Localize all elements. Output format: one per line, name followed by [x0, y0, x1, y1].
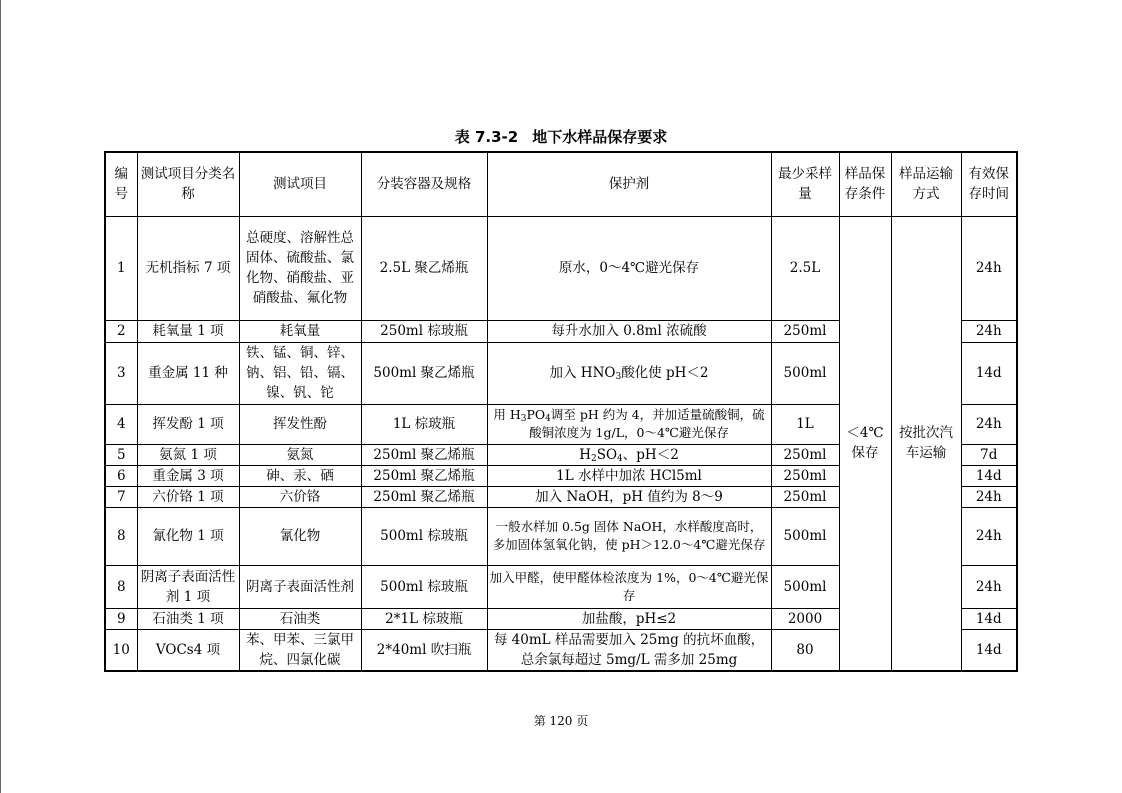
cell-min-volume: 500ml — [771, 342, 839, 404]
header-transport: 样品运输方式 — [891, 152, 961, 216]
cell-preservative: 每升水加入 0.8ml 浓硫酸 — [487, 320, 771, 342]
cell-category: VOCs4 项 — [137, 629, 239, 671]
cell-valid: 7d — [961, 444, 1017, 465]
subscript: 4 — [617, 453, 623, 464]
cell-no: 1 — [105, 216, 137, 320]
cell-item: 苯、甲苯、三氯甲烷、四氯化碳 — [239, 629, 361, 671]
cell-no: 5 — [105, 444, 137, 465]
header-container: 分装容器及规格 — [361, 152, 487, 216]
cell-preservative: 一般水样加 0.5g 固体 NaOH，水样酸度高时，多加固体氢氧化钠，使 pH＞12.0～4℃避光保存 — [487, 507, 771, 565]
cell-valid: 24h — [961, 565, 1017, 608]
preservative-text: PO — [526, 407, 546, 422]
cell-preservative: 每 40mL 样品需要加入 25mg 的抗坏血酸，总余氯每超过 5mg/L 需多加 25mg — [487, 629, 771, 671]
cell-min-volume: 250ml — [771, 320, 839, 342]
cell-valid: 24h — [961, 486, 1017, 507]
cell-preservative: 加入甲醛，使甲醛体检浓度为 1%，0～4℃避光保存 — [487, 565, 771, 608]
cell-category: 阴离子表面活性剂 1 项 — [137, 565, 239, 608]
cell-container: 500ml 棕玻瓶 — [361, 507, 487, 565]
cell-valid: 14d — [961, 465, 1017, 486]
header-row — [105, 152, 1017, 216]
cell-storage-shared: ＜4℃保存 — [839, 216, 891, 671]
cell-category: 石油类 1 项 — [137, 608, 239, 629]
cell-category: 六价铬 1 项 — [137, 486, 239, 507]
subscript: 2 — [590, 453, 597, 464]
cell-valid: 24h — [961, 216, 1017, 320]
header-no: 编号 — [105, 152, 137, 216]
header-category: 测试项目分类名称 — [137, 152, 239, 216]
preservative-text: 调至 pH 约为 4，并加适量硫酸铜，硫酸铜浓度为 1g/L，0～4℃避光保存 — [529, 407, 765, 440]
cell-min-volume: 80 — [771, 629, 839, 671]
cell-no: 10 — [105, 629, 137, 671]
preservation-table — [104, 151, 1018, 672]
cell-item: 耗氧量 — [239, 320, 361, 342]
preservative-text: 酸化使 pH＜2 — [621, 365, 709, 381]
cell-item: 氨氮 — [239, 444, 361, 465]
cell-min-volume: 2000 — [771, 608, 839, 629]
cell-container: 250ml 棕玻瓶 — [361, 320, 487, 342]
cell-min-volume: 1L — [771, 404, 839, 444]
subscript: 4 — [545, 414, 551, 424]
cell-valid: 24h — [961, 507, 1017, 565]
header-item: 测试项目 — [239, 152, 361, 216]
page-edge — [0, 0, 1, 793]
cell-container: 2*40ml 吹扫瓶 — [361, 629, 487, 671]
cell-no: 8 — [105, 507, 137, 565]
cell-preservative: 加入 NaOH，pH 值约为 8～9 — [487, 486, 771, 507]
cell-item: 铁、锰、铜、锌、钠、铝、铅、镉、镍、钒、铊 — [239, 342, 361, 404]
cell-container: 250ml 聚乙烯瓶 — [361, 444, 487, 465]
header-min-volume: 最少采样量 — [771, 152, 839, 216]
cell-min-volume: 250ml — [771, 444, 839, 465]
cell-min-volume: 500ml — [771, 565, 839, 608]
cell-item: 氰化物 — [239, 507, 361, 565]
cell-transport-shared: 按批次汽车运输 — [891, 216, 961, 671]
cell-item: 砷、汞、硒 — [239, 465, 361, 486]
table-title: 地下水样品保存要求 — [532, 128, 668, 146]
cell-min-volume: 250ml — [771, 465, 839, 486]
cell-container: 250ml 聚乙烯瓶 — [361, 486, 487, 507]
cell-category: 挥发酚 1 项 — [137, 404, 239, 444]
cell-container: 500ml 聚乙烯瓶 — [361, 342, 487, 404]
cell-no: 3 — [105, 342, 137, 404]
cell-valid: 14d — [961, 608, 1017, 629]
cell-no: 9 — [105, 608, 137, 629]
preservative-text: H — [579, 446, 591, 463]
cell-valid: 24h — [961, 404, 1017, 444]
cell-min-volume: 250ml — [771, 486, 839, 507]
cell-item: 阴离子表面活性剂 — [239, 565, 361, 608]
cell-category: 重金属 3 项 — [137, 465, 239, 486]
cell-item: 挥发性酚 — [239, 404, 361, 444]
header-storage: 样品保存条件 — [839, 152, 891, 216]
cell-min-volume: 500ml — [771, 507, 839, 565]
preservative-text: 、pH＜2 — [622, 446, 679, 463]
cell-item: 总硬度、溶解性总固体、硫酸盐、氯化物、硝酸盐、亚硝酸盐、氟化物 — [239, 216, 361, 320]
cell-category: 无机指标 7 项 — [137, 216, 239, 320]
table-number: 表 7.3-2 — [454, 128, 519, 146]
table-row — [105, 216, 1017, 320]
cell-category: 氰化物 1 项 — [137, 507, 239, 565]
cell-valid: 14d — [961, 342, 1017, 404]
page-number: 第 120 页 — [533, 714, 589, 728]
cell-container: 250ml 聚乙烯瓶 — [361, 465, 487, 486]
cell-preservative — [487, 342, 771, 404]
cell-no: 6 — [105, 465, 137, 486]
cell-preservative: 加盐酸，pH≤2 — [487, 608, 771, 629]
cell-category: 重金属 11 种 — [137, 342, 239, 404]
cell-valid: 14d — [961, 629, 1017, 671]
preservative-text: SO — [596, 446, 618, 463]
cell-preservative — [487, 444, 771, 465]
cell-preservative — [487, 404, 771, 444]
cell-preservative: 原水，0～4℃避光保存 — [487, 216, 771, 320]
cell-item: 六价铬 — [239, 486, 361, 507]
header-preservative: 保护剂 — [487, 152, 771, 216]
cell-container: 2*1L 棕玻瓶 — [361, 608, 487, 629]
cell-no: 4 — [105, 404, 137, 444]
cell-container: 1L 棕玻瓶 — [361, 404, 487, 444]
cell-no: 2 — [105, 320, 137, 342]
cell-item: 石油类 — [239, 608, 361, 629]
cell-no: 8 — [105, 565, 137, 608]
cell-category: 氨氮 1 项 — [137, 444, 239, 465]
preservative-text: 用 H — [493, 407, 521, 422]
cell-min-volume: 2.5L — [771, 216, 839, 320]
cell-no: 7 — [105, 486, 137, 507]
preservative-text: 加入 HNO — [549, 365, 616, 381]
cell-container: 2.5L 聚乙烯瓶 — [361, 216, 487, 320]
cell-preservative: 1L 水样中加浓 HCl5ml — [487, 465, 771, 486]
header-valid: 有效保存时间 — [961, 152, 1017, 216]
cell-category: 耗氧量 1 项 — [137, 320, 239, 342]
cell-container: 500ml 棕玻瓶 — [361, 565, 487, 608]
subscript: 3 — [615, 372, 622, 382]
subscript: 3 — [520, 414, 527, 424]
cell-valid: 24h — [961, 320, 1017, 342]
table-caption — [0, 126, 1122, 147]
